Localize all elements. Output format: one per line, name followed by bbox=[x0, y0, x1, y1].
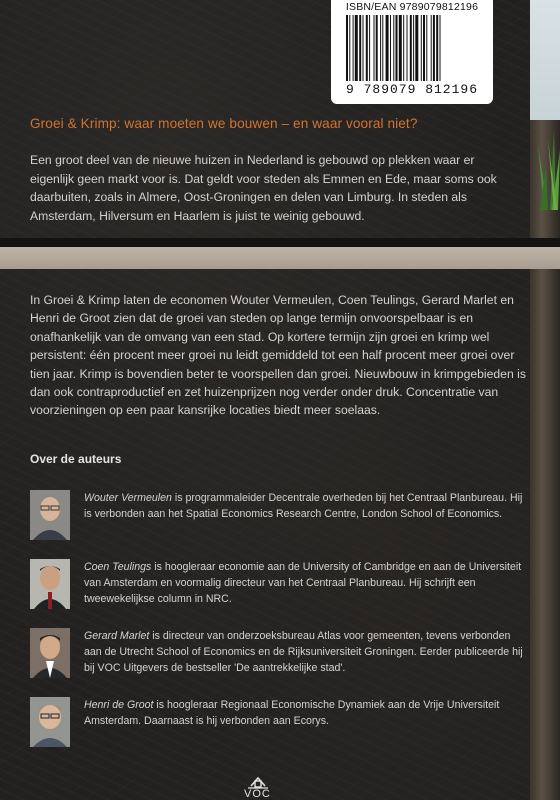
author-bio bbox=[84, 628, 524, 676]
divider-dark bbox=[0, 238, 560, 247]
barcode-digits: 9 789079 812196 bbox=[345, 82, 479, 97]
author-item bbox=[30, 628, 530, 678]
body-paragraph: In Groei & Krimp laten de economen Wouter Vermeulen, Coen Teulings, Gerard Marlet en Henri de Groot zien dat de groei van steden op lange termijn onvoorspelbaar is en onafhankelijk van de omvang van een stad. Op kortere termijn zijn groei en krimp wel persistent: één procent meer groei nu leidt gemiddeld tot een half procent meer groei over tien jaar. Krimp is bovendien beter te voorspellen dan groei. Nieuwbouw in krimpgebieden is dan ook contraproductief en zet huizenprijzen nog verder onder druk. Concentratie van voorzieningen op een paar kansrijke locaties biedt meer soelaas. bbox=[30, 293, 526, 418]
author-bio bbox=[84, 490, 524, 522]
author-photo bbox=[30, 628, 70, 678]
author-item bbox=[30, 697, 530, 747]
author-photo bbox=[30, 697, 70, 747]
isbn-label: ISBN/EAN 9789079812196 bbox=[345, 1, 479, 13]
author-bio bbox=[84, 697, 524, 729]
sky-background bbox=[530, 0, 560, 120]
intro-paragraph: Een groot deel van de nieuwe huizen in Nederland is gebouwd op plekken waar er eigenlijk geen markt voor is. Dat geldt voor steden als Emmen en Ede, maar soms ook daarbuiten, zoals in Almere, Oost-Groningen en delen van Limburg. In steden als Amsterdam, Hilversum en Haarlem is juist te weinig gebouwd. bbox=[30, 153, 497, 224]
author-description: is directeur van onderzoeksbureau Atlas voor gemeenten, tevens verbonden aan de Utrecht School of Economics en de Rijksuniversiteit Groningen. Eerder publiceerde hij bij VOC Uitgevers de bestseller 'De aantrekkelijke stad'. bbox=[84, 630, 523, 674]
publisher-logo-text: VOC bbox=[244, 788, 271, 800]
author-description: is programmaleider Decentrale overheden bij het Centraal Planbureau. Hij is verbonden aan het Spatial Economics Research Centre, London School of Economics. bbox=[84, 492, 523, 520]
author-photo bbox=[30, 490, 70, 540]
author-name: Gerard Marlet bbox=[84, 630, 150, 642]
authors-heading: Over de auteurs bbox=[30, 452, 122, 466]
author-name: Henri de Groot bbox=[84, 699, 154, 711]
author-name: Wouter Vermeulen bbox=[84, 492, 172, 504]
author-item bbox=[30, 559, 530, 609]
author-item bbox=[30, 490, 530, 540]
author-bio bbox=[84, 559, 524, 607]
author-description: is hoogleraar Regionaal Economische Dynamiek aan de Vrije Universiteit Amsterdam. Daarnaast is hij verbonden aan Ecorys. bbox=[84, 699, 500, 727]
author-photo bbox=[30, 559, 70, 609]
barcode-panel bbox=[331, 0, 493, 104]
headline: Groei & Krimp: waar moeten we bouwen – en waar vooral niet? bbox=[30, 116, 418, 131]
grass-illustration bbox=[530, 110, 560, 210]
author-name: Coen Teulings bbox=[84, 561, 152, 573]
author-description: is hoogleraar economie aan de University of Cambridge en aan de Universiteit van Amsterdam en voormalig directeur van het Centraal Planbureau. Hij schrijft een tweewekelijkse column in NRC. bbox=[84, 561, 522, 605]
divider-band bbox=[0, 247, 560, 269]
barcode-image bbox=[342, 15, 482, 81]
